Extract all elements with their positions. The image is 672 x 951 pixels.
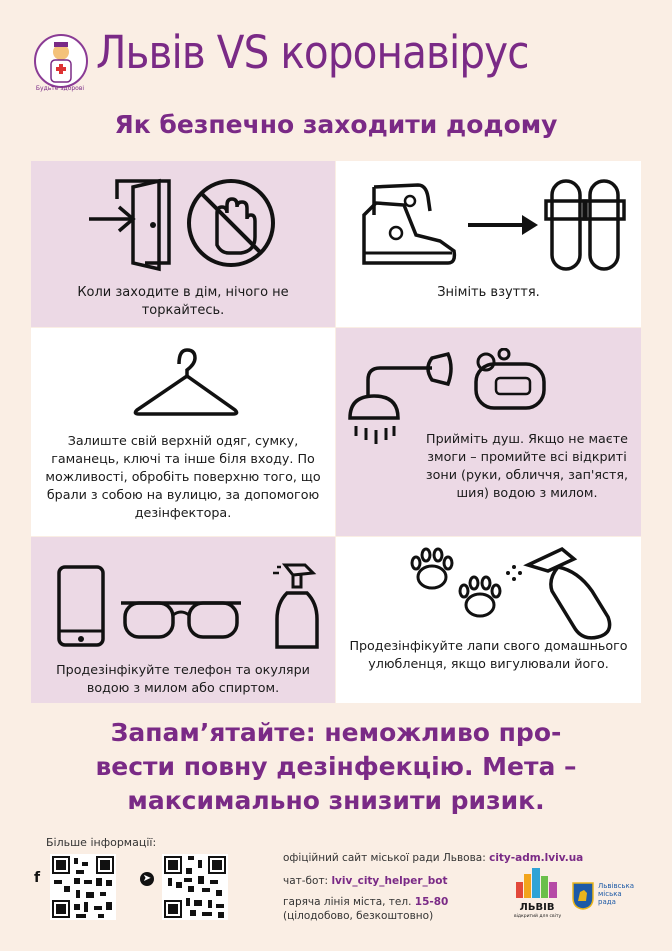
paws-spray-icon (402, 543, 622, 643)
step-no-touch (31, 161, 335, 327)
city-skyline-icon (514, 868, 560, 898)
step-disinfect-pet-paws (336, 537, 641, 703)
more-info-label: Більше інформації: (46, 836, 157, 849)
bot-label: чат-бот: (283, 875, 329, 887)
step-text: Продезінфікуйте телефон та окуляри водою з милом або спиртом. (56, 662, 310, 695)
qr-code-icon (50, 854, 116, 920)
step-text: Залиште свій верхній одяг, сумку, гаманець, ключі та інше біля входу. По можливості, обробіть поверхню того, що брали з собою на вулицю, за допомогою дезінфектора. (45, 433, 321, 520)
facebook-qr-code[interactable] (50, 854, 116, 920)
telegram-icon[interactable]: ➤ (140, 872, 154, 886)
phone-icon (59, 567, 103, 645)
council-text: Львівська (598, 882, 635, 890)
site-label: офіційний сайт міської ради Львова: (283, 852, 486, 864)
step-text: Зніміть взуття. (437, 285, 540, 300)
council-text: рада (598, 898, 616, 906)
step-text: Прийміть душ. Якщо не маєте змоги – промийте всі відкриті зони (руки, обличчя, зап'ястя, шия) водою з милом. (425, 431, 629, 500)
facebook-icon[interactable]: f (33, 870, 41, 886)
reminder-message (0, 716, 672, 818)
hotline-number: 15-80 (414, 896, 449, 908)
site-link[interactable]: city-adm.lviv.ua (489, 852, 584, 864)
lviv-city-logo (514, 868, 560, 924)
council-text: міська (598, 890, 622, 898)
lviv-coat-of-arms-icon (572, 882, 594, 910)
reminder-line: вести повну дезінфекцію. Мета – (95, 752, 577, 781)
shoes-to-slippers-icon (356, 175, 626, 275)
city-health-logo (34, 34, 88, 88)
bot-link[interactable]: lviv_city_helper_bot (331, 875, 448, 887)
telegram-qr-code[interactable] (162, 854, 228, 920)
lviv-logo-text: ЛЬВІВ (519, 902, 555, 913)
hotline-note: (цілодобово, безкоштовно) (283, 910, 434, 922)
step-remove-shoes (336, 161, 641, 327)
phone-glasses-spray-icon (57, 563, 327, 651)
hanger-icon (131, 344, 241, 422)
chat-bot-line (283, 875, 448, 887)
hotline-label: гаряча лінія міста, тел. (283, 896, 412, 908)
reminder-line: Запам’ятайте: неможливо про- (110, 718, 562, 747)
city-council-logo (572, 878, 642, 924)
lviv-logo-sub: відкритий для світу (514, 914, 562, 919)
hotline-line (283, 896, 448, 908)
reminder-line: максимально знизити ризик. (127, 786, 545, 815)
step-disinfect-phone (31, 537, 335, 703)
step-text: Продезінфікуйте лапи свого домашнього улюбленця, якщо вигулювали його. (349, 638, 628, 671)
step-leave-items (31, 328, 335, 536)
no-hand-icon (183, 175, 279, 271)
step-text: Коли заходите в дім, нічого не торкайтесь. (77, 285, 289, 318)
step-shower (336, 328, 641, 536)
official-site-line (283, 852, 583, 864)
doctor-lion-icon (36, 36, 86, 86)
page-subtitle: Як безпечно заходити додому (114, 110, 558, 139)
page-title: Львів VS коронавірус (96, 26, 529, 79)
logo-caption: Будьте здорові (35, 85, 85, 92)
qr-code-icon (162, 854, 228, 920)
